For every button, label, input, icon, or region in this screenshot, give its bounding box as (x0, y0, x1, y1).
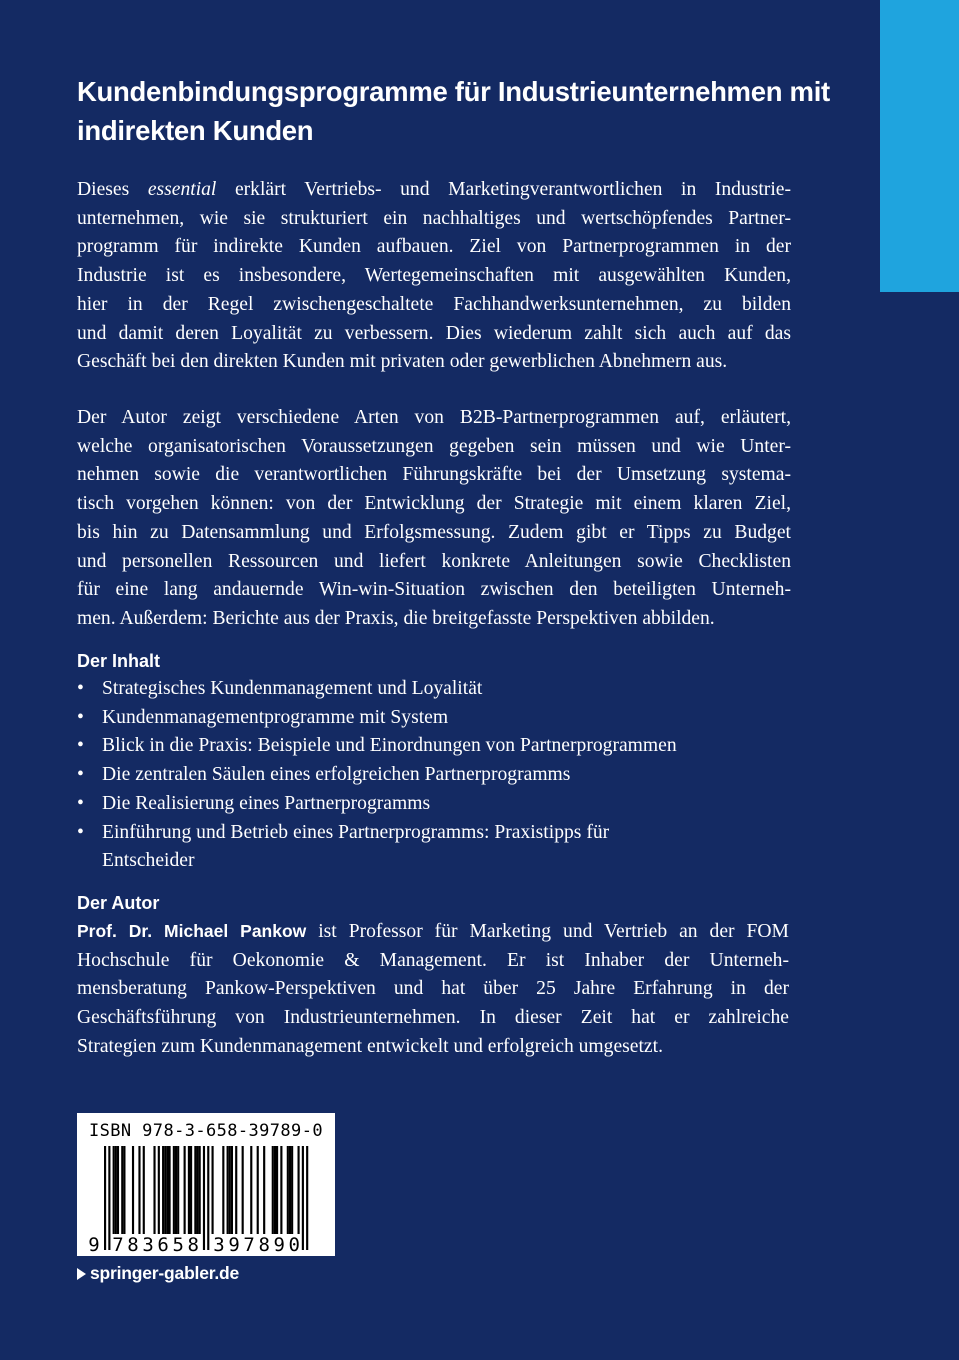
barcode-bar (291, 1146, 293, 1234)
author-bio-line (77, 917, 789, 947)
barcode-bar (108, 1146, 110, 1250)
intro-line: und damit deren Loyalität zu verbessern. Dies wiederum zahlt sich auch auf das (77, 322, 791, 344)
author-heading: Der Autor (77, 893, 160, 913)
contents-item-text: Blick in die Praxis: Beispiele und Einordnungen von Partnerprogrammen (102, 735, 677, 757)
book-title (77, 72, 837, 150)
intro-paragraph (77, 176, 791, 377)
barcode-bar (132, 1146, 134, 1234)
contents-item-text: Kundenmanagementprogramme mit System (102, 706, 449, 728)
barcode-digit: 9 (273, 1234, 285, 1256)
barcode-bar (199, 1146, 201, 1234)
barcode-bar (289, 1146, 291, 1234)
intro-line (77, 176, 791, 205)
barcode-bar (276, 1146, 278, 1234)
barcode-bar (227, 1146, 229, 1234)
barcode-bar (280, 1146, 282, 1234)
intro-line: Industrie ist es insbesondere, Wertegemeinschaften mit ausgewählten Kunden, (77, 265, 791, 287)
contents-list-item (77, 732, 837, 761)
intro-line: hier in der Regel zwischengeschaltete Fachhandwerksunternehmen, zu bilden (77, 293, 791, 315)
bullet-icon: • (77, 706, 84, 728)
contents-heading: Der Inhalt (77, 651, 161, 671)
barcode-digit: 3 (142, 1234, 154, 1256)
barcode-bar (166, 1146, 168, 1234)
barcode-bar (250, 1146, 252, 1234)
description-line: Der Autor zeigt verschiedene Arten von B2B-Partnerprogrammen auf, erläutert, (77, 407, 791, 428)
barcode-bar (298, 1146, 300, 1234)
bullet-icon: • (77, 792, 84, 814)
author-bio-line: Strategien zum Kundenmanagement entwickelt und erfolgreich umgesetzt. (77, 1035, 663, 1057)
barcode-bar (306, 1146, 308, 1250)
contents-item-text: Strategisches Kundenmanagement und Loyalität (102, 678, 483, 699)
essential-term: essential (147, 179, 217, 200)
barcode-bar (104, 1146, 106, 1250)
barcode-bar (164, 1146, 166, 1234)
barcode-bar (173, 1146, 175, 1234)
bullet-icon: • (77, 764, 84, 786)
barcode-bar (123, 1146, 125, 1234)
barcode-bar (188, 1146, 190, 1234)
contents-list-item (77, 704, 837, 733)
contents-list-item (77, 761, 837, 790)
author-bio-line: mensberatung Pankow-Perspektiven und hat über 25 Jahre Erfahrung in der (77, 978, 789, 1000)
barcode-bar (235, 1146, 237, 1234)
description-line: für eine lang andauernde Win-win-Situation zwischen den beteiligten Unterneh- (77, 579, 791, 601)
barcode-digit: 8 (187, 1234, 199, 1256)
barcode-bar (194, 1146, 196, 1234)
bullet-icon: • (77, 735, 84, 757)
intro-line: unternehmen, wie sie strukturiert ein nachhaltiges und wertschöpfendes Partner- (77, 207, 791, 229)
barcode-bar (287, 1146, 289, 1234)
barcode-bar (169, 1146, 171, 1234)
contents-item-text: Einführung und Betrieb eines Partnerprogramms: Praxistipps für Entscheider (102, 821, 610, 872)
barcode-bar (117, 1146, 119, 1234)
barcode-bar (231, 1146, 233, 1234)
intro-line: Geschäft bei den direkten Kunden mit privaten oder gewerblichen Abnehmern aus. (77, 351, 728, 373)
barcode-digit: 7 (112, 1234, 124, 1256)
isbn-barcode (77, 1113, 335, 1256)
barcode-bar (222, 1146, 224, 1234)
contents-list-item (77, 675, 837, 704)
barcode-bar (138, 1146, 140, 1234)
contents-list (77, 675, 837, 876)
barcode-digit: 7 (243, 1234, 255, 1256)
barcode-bar (115, 1146, 117, 1234)
barcode-digit: 0 (288, 1234, 301, 1256)
contents-list-item (77, 819, 702, 876)
barcode-bar (229, 1146, 231, 1234)
description-line: und personellen Ressourcen und liefert konkrete Anleitungen sowie Checklisten (77, 550, 791, 572)
barcode-bar (242, 1146, 244, 1234)
barcode-bar (121, 1146, 123, 1234)
barcode-digit: 8 (258, 1234, 270, 1256)
barcode-bar (203, 1146, 205, 1250)
barcode-bar (143, 1146, 145, 1234)
barcode-digit: 9 (228, 1234, 240, 1256)
barcode-bar (302, 1146, 304, 1250)
book-title-line-1: Kundenbindungsprogramme für Industrieunternehmen mit (77, 76, 830, 107)
barcode-bar (162, 1146, 164, 1234)
barcode-digit: 8 (127, 1234, 139, 1256)
barcode-bar (257, 1146, 259, 1234)
intro-line: programm für indirekte Kunden aufbauen. Ziel von Partnerprogrammen in der (77, 236, 791, 258)
barcode-bar (274, 1146, 276, 1234)
barcode-digit: 9 (88, 1234, 100, 1256)
intro-text: Dieses (77, 179, 148, 200)
author-bio-line: Geschäftsführung von Industrieunternehmen. In dieser Zeit hat er zahlreiche (77, 1007, 789, 1029)
barcode-bar (190, 1146, 192, 1234)
author-bio-line: Hochschule für Oekonomie & Management. Er ist Inhaber der Unterneh- (77, 949, 789, 971)
barcode-digit: 6 (157, 1234, 169, 1256)
barcode-bar (175, 1146, 177, 1234)
accent-color-bar (880, 0, 959, 292)
publisher-website (77, 1261, 239, 1285)
description-paragraph (77, 404, 791, 634)
intro-text: erklärt Vertriebs- und Marketingverantwortlichen in Industrie- (216, 179, 791, 200)
description-line: men. Außerdem: Berichte aus der Praxis, die breitgefasste Perspektiven abbilden. (77, 607, 715, 629)
barcode-bar (184, 1146, 186, 1234)
barcode-digit: 3 (213, 1234, 225, 1256)
author-bio (77, 917, 789, 1062)
arrow-right-icon (77, 1268, 86, 1280)
barcode-bar (207, 1146, 209, 1250)
barcode-digit: 5 (172, 1234, 184, 1256)
barcode-bar (177, 1146, 179, 1234)
bullet-icon: • (77, 678, 84, 699)
description-line: nehmen sowie die verantwortlichen Führungskräfte bei der Umsetzung systema- (77, 464, 791, 486)
description-line: tisch vorgehen können: von der Entwicklung der Strategie mit einem klaren Ziel, (77, 493, 791, 515)
barcode-bar (196, 1146, 198, 1234)
author-name: Prof. Dr. Michael Pankow (77, 921, 307, 941)
barcode-bar (158, 1146, 160, 1234)
description-line: bis hin zu Datensammlung und Erfolgsmessung. Zudem gibt er Tipps zu Budget (77, 521, 791, 543)
isbn-label: ISBN 978-3-658-39789-0 (89, 1121, 323, 1141)
website-label: springer-gabler.de (90, 1263, 240, 1283)
author-bio-text: ist Professor für Marketing und Vertrieb an der FOM (306, 921, 789, 942)
contents-list-item (77, 790, 837, 819)
barcode-bar (212, 1146, 214, 1234)
barcode-bar (272, 1146, 274, 1234)
barcode-bar (263, 1146, 265, 1234)
contents-item-text: Die zentralen Säulen eines erfolgreichen Partnerprogramms (102, 764, 571, 786)
barcode-bar (153, 1146, 155, 1234)
book-title-line-2: indirekten Kunden (77, 115, 314, 146)
contents-item-text: Die Realisierung eines Partnerprogramms (102, 792, 431, 814)
barcode-bar (113, 1146, 115, 1234)
bullet-icon: • (77, 821, 84, 843)
description-line: welche organisatorischen Voraussetzungen gegeben sein müssen und wie Unter- (77, 435, 791, 457)
